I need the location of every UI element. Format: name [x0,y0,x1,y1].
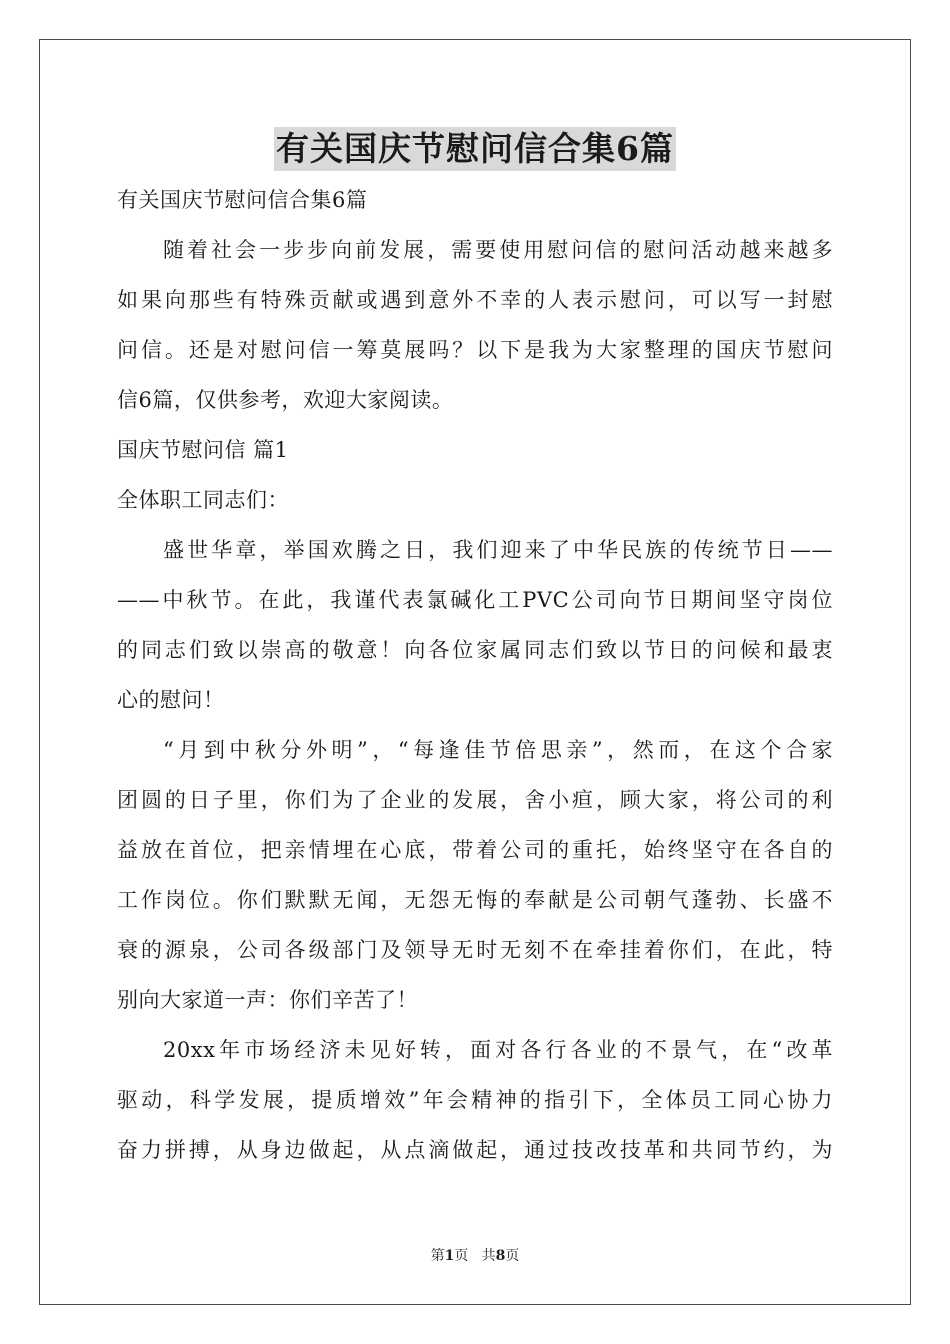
page-suffix: 页 [454,1248,469,1264]
text-line: ——中秋节。在此，我谨代表氯碱化工PVC公司向节日期间坚守岗位 [117,588,833,612]
text-line: “月到中秋分外明”，“每逢佳节倍思亲”，然而，在这个合家 [163,738,833,762]
text-line: 别向大家道一声：你们辛苦了！ [117,988,418,1012]
text-line: 问信。还是对慰问信一筹莫展吗？以下是我为大家整理的国庆节慰问 [117,338,833,362]
text-line: 随着社会一步步向前发展，需要使用慰问信的慰问活动越来越多 [163,238,833,262]
document-body [117,175,833,1175]
text-line: 奋力拼搏，从身边做起，从点滴做起，通过技改技革和共同节约，为 [117,1138,833,1162]
text-line: 工作岗位。你们默默无闻，无怨无悔的奉献是公司朝气蓬勃、长盛不 [117,888,833,912]
total-suffix: 页 [505,1248,520,1264]
text-line: 信6篇，仅供参考，欢迎大家阅读。 [117,388,454,412]
text-line: 国庆节慰问信 篇1 [117,438,289,462]
total-prefix: 共 [481,1248,496,1264]
document-title [0,127,950,171]
text-line: 益放在首位，把亲情埋在心底，带着公司的重托，始终坚守在各自的 [117,838,833,862]
page-footer [0,1245,950,1265]
text-line: 团圆的日子里，你们为了企业的发展，舍小疸，顾大家，将公司的利 [117,788,833,812]
text-line: 心的慰问！ [117,688,225,712]
text-line: 如果向那些有特殊贡献或遇到意外不幸的人表示慰问，可以写一封慰 [117,288,833,312]
total-pages: 8 [495,1248,506,1264]
text-line: 驱动，科学发展，提质增效”年会精神的指引下，全体员工同心协力 [117,1088,833,1112]
page-prefix: 第 [430,1248,445,1264]
text-line: 盛世华章，举国欢腾之日，我们迎来了中华民族的传统节日—— [163,538,833,562]
text-line: 的同志们致以崇高的敬意！向各位家属同志们致以节日的问候和最衷 [117,638,833,662]
document-title-text: 有关国庆节慰问信合集6篇 [274,127,676,171]
text-line: 20xx年市场经济未见好转，面对各行各业的不景气，在“改革 [163,1038,833,1062]
page-number: 1 [444,1248,455,1264]
text-line: 衰的源泉，公司各级部门及领导无时无刻不在牵挂着你们，在此，特 [117,938,833,962]
text-line: 全体职工同志们： [117,488,289,512]
text-line: 有关国庆节慰问信合集6篇 [117,188,368,212]
